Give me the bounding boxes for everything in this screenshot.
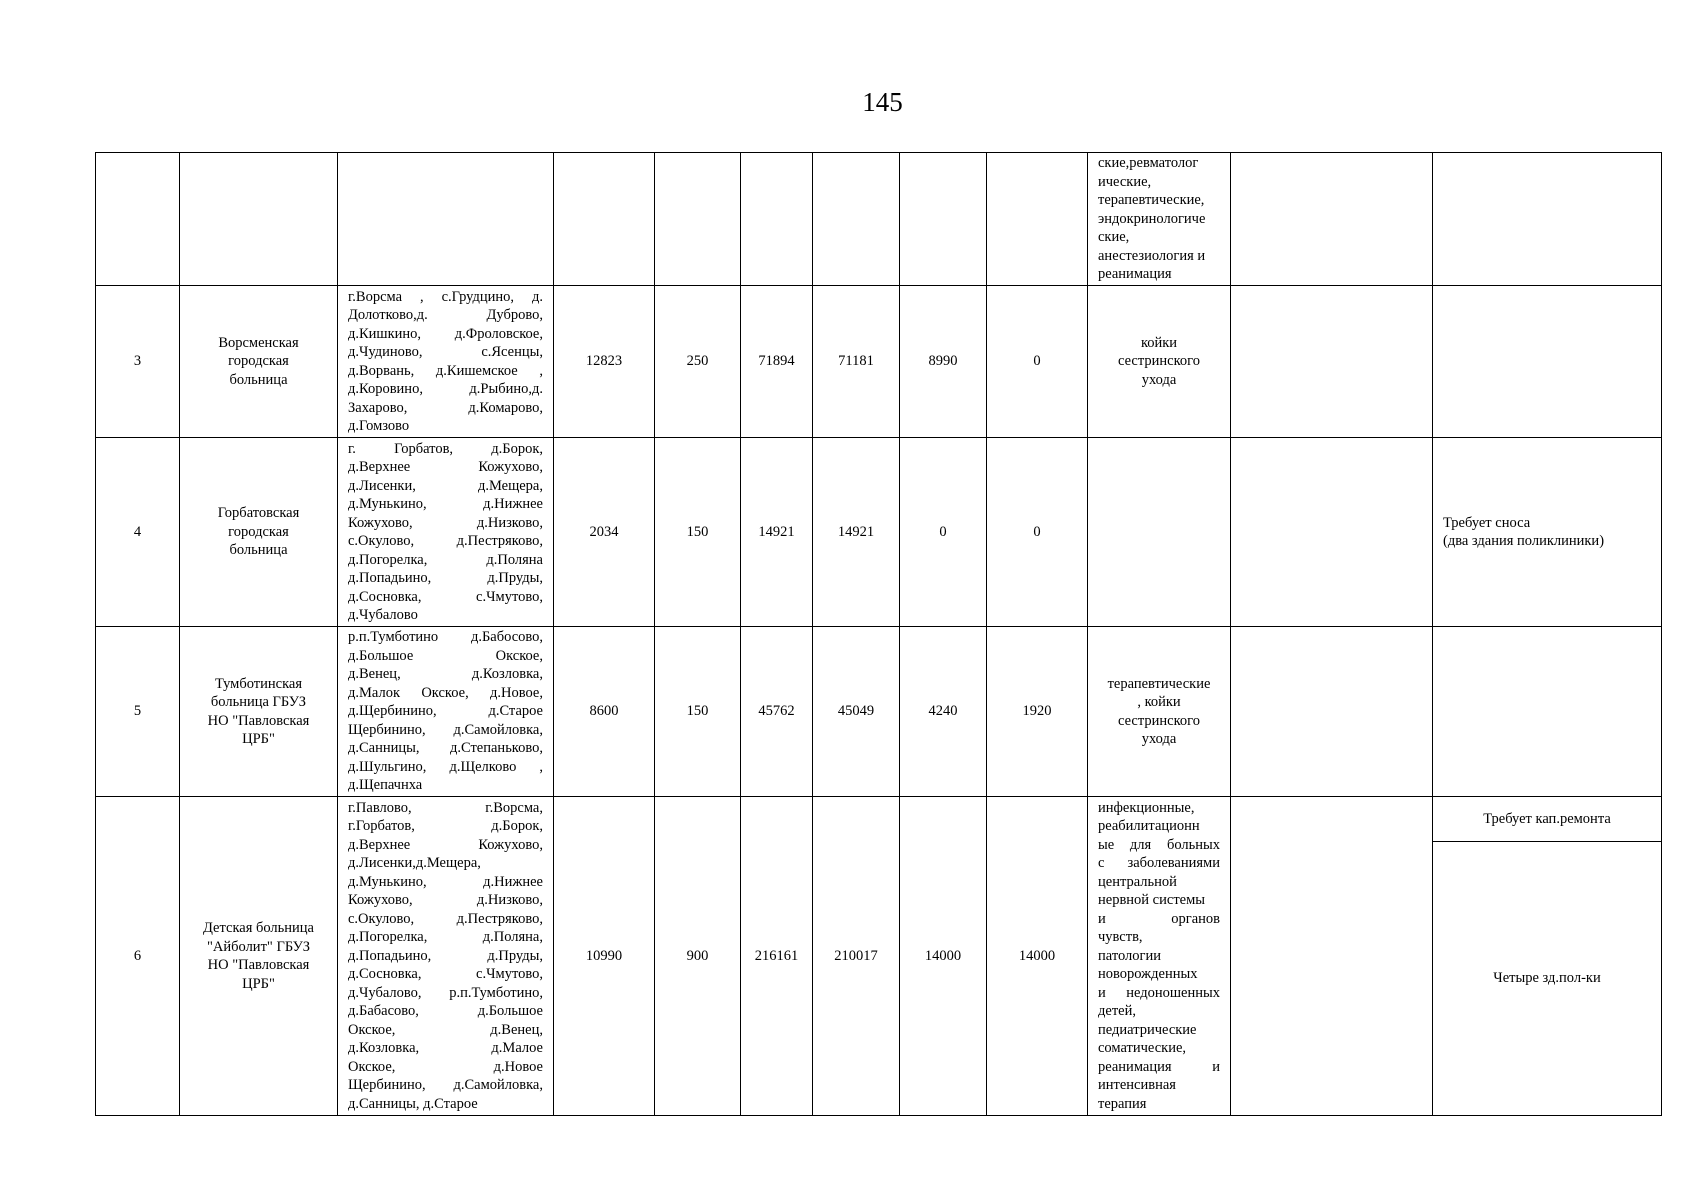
- text-line: чувств,: [1098, 929, 1143, 946]
- v2-cell: [813, 286, 900, 438]
- text-line: ые для больных: [1098, 836, 1220, 853]
- hospital-name-cell: [180, 627, 338, 797]
- cell-value: 0: [1033, 523, 1041, 540]
- demolition-note-cell: [1433, 286, 1662, 438]
- text-line: д.Санницы, д.Старое: [348, 1095, 478, 1112]
- text-line: терапевтические,: [1098, 192, 1205, 209]
- text-line: с.Окулово, д.Пестряково,: [348, 533, 543, 549]
- text-line: городская: [228, 523, 289, 540]
- text-line: Детская больница: [202, 920, 314, 936]
- v2-cell: [813, 797, 900, 1116]
- text-line: новорожденных: [1098, 966, 1198, 983]
- population-cell: [554, 153, 655, 286]
- v1-cell: [741, 153, 813, 286]
- table-row: [96, 286, 1662, 438]
- settlements-cell: [338, 438, 554, 627]
- text-line: д.Попадьино, д.Пруды,: [348, 570, 543, 586]
- table-row: [96, 153, 1662, 286]
- population-cell: [554, 797, 655, 1116]
- text-line: д.Чудиново, с.Ясенцы,: [348, 344, 543, 360]
- v1-cell: [741, 438, 813, 627]
- text-line: сестринского: [1118, 712, 1200, 729]
- cell-value: 5: [133, 703, 142, 720]
- text-line: центральной: [1098, 873, 1177, 890]
- text-line: г.Ворсма , с.Грудцино, д.: [348, 288, 543, 305]
- text-line: инфекционные,: [1098, 799, 1195, 816]
- profile-cell: [1088, 797, 1231, 1116]
- text-line: д.Коровино, д.Рыбино,д.: [348, 381, 543, 397]
- text-line: с заболеваниями: [1098, 855, 1220, 872]
- text-line: с.Окулово, д.Пестряково,: [348, 910, 543, 927]
- text-line: реанимация и: [1098, 1058, 1220, 1075]
- row-number-cell: [96, 153, 180, 286]
- text-line: больница: [229, 371, 288, 388]
- text-line: эндокринологиче: [1098, 210, 1206, 227]
- v2-cell: [813, 627, 900, 797]
- text-line: д.Верхнее Кожухово,: [348, 836, 543, 853]
- text-line: ские,: [1098, 229, 1130, 246]
- cell-value: 900: [686, 947, 709, 964]
- text-line: д.Погорелка, д.Поляна,: [348, 929, 543, 946]
- text-line: д.Щербинино, д.Старое: [348, 703, 543, 720]
- text-line: Щербинино, д.Самойловка,: [348, 1077, 543, 1094]
- text-line: д.Щепачнха: [348, 777, 423, 794]
- note-cell: [1231, 438, 1433, 627]
- capacity-cell: [655, 153, 741, 286]
- capacity-cell: [655, 797, 741, 1116]
- cell-value: 4: [133, 523, 142, 540]
- cell-value: 10990: [585, 947, 623, 964]
- hospital-table: [95, 152, 1662, 1116]
- v4-cell: [987, 438, 1088, 627]
- text-line: (два здания поликлиники): [1443, 533, 1605, 549]
- cell-value: 45762: [758, 703, 795, 720]
- text-line: Ворсменская: [218, 334, 299, 351]
- cell-value: 14000: [1018, 947, 1056, 964]
- text-line: ЦРБ": [242, 731, 275, 747]
- row-number-cell: [96, 286, 180, 438]
- text-line: г.Павлово, г.Ворсма,: [348, 799, 543, 816]
- hospital-name-cell: [180, 153, 338, 286]
- note-cell: [1231, 286, 1433, 438]
- text-line: д.Ворвань, д.Кишемское ,: [348, 362, 543, 379]
- cell-value: 0: [1033, 353, 1041, 370]
- cell-value: 45049: [837, 703, 875, 720]
- text-line: детей,: [1098, 1003, 1136, 1020]
- v4-cell: [987, 153, 1088, 286]
- text-line: терапевтические: [1107, 675, 1211, 692]
- text-line: Горбатовская: [217, 505, 300, 522]
- cell-value: 8600: [589, 703, 619, 720]
- v1-cell: [741, 627, 813, 797]
- text-line: Щербинино, д.Самойловка,: [348, 721, 543, 738]
- v2-cell: [813, 438, 900, 627]
- profile-cell: [1088, 153, 1231, 286]
- hospital-name-cell: [180, 286, 338, 438]
- settlements-cell: [338, 286, 554, 438]
- profile-cell: [1088, 438, 1231, 627]
- population-cell: [554, 286, 655, 438]
- text-line: Окское, д.Венец,: [348, 1021, 543, 1038]
- cell-value: 250: [686, 353, 709, 370]
- text-line: нервной системы: [1098, 892, 1206, 909]
- text-line: анестезиология и: [1098, 247, 1206, 264]
- hospital-name-cell: [180, 797, 338, 1116]
- v3-cell: [900, 286, 987, 438]
- v3-cell: [900, 153, 987, 286]
- v4-cell: [987, 286, 1088, 438]
- cell-value: 3: [133, 353, 142, 370]
- row-number-cell: [96, 797, 180, 1116]
- profile-cell: [1088, 627, 1231, 797]
- cell-value: 1920: [1022, 703, 1052, 720]
- text-line: ухода: [1141, 731, 1177, 747]
- text-line: д.Гомзово: [348, 418, 410, 434]
- text-line: д.Сосновка, с.Чмутово,: [348, 588, 543, 605]
- text-line: НО "Павловская: [207, 712, 310, 729]
- cell-value: 216161: [754, 947, 799, 964]
- text-line: д.Чубалово, р.п.Тумботино,: [348, 984, 543, 1001]
- text-line: Кожухово, д.Низково,: [348, 892, 543, 909]
- text-line: Тумботинская: [214, 675, 303, 692]
- table-row: [96, 627, 1662, 797]
- text-line: терапия: [1098, 1095, 1147, 1112]
- v1-cell: [741, 797, 813, 1116]
- demolition-note-cell: [1433, 153, 1662, 286]
- settlements-cell: [338, 153, 554, 286]
- page-number: 145: [862, 87, 903, 117]
- text-line: "Айболит" ГБУЗ: [206, 938, 310, 955]
- text-line: больница ГБУЗ: [210, 694, 307, 710]
- text-line: ухода: [1141, 371, 1177, 388]
- text-line: д.Чубалово: [348, 607, 418, 623]
- cell-value: 4240: [928, 703, 958, 720]
- settlements-cell: [338, 627, 554, 797]
- table-row: [96, 438, 1662, 627]
- text-line: д.Венец, д.Козловка,: [348, 666, 543, 683]
- text-line: д.Санницы, д.Степаньково,: [348, 740, 543, 757]
- cell-value: 210017: [834, 947, 878, 964]
- text-line: Долотково,д. Дуброво,: [348, 307, 543, 323]
- text-line: патологии: [1098, 947, 1161, 964]
- text-line: д.Шульгино, д.Щелково ,: [348, 758, 543, 775]
- cell-value: 150: [686, 703, 709, 720]
- cell-value: 14921: [837, 523, 875, 540]
- text-line: и органов: [1098, 910, 1220, 927]
- text-line: НО "Павловская: [207, 957, 310, 973]
- text-line: д.Лисенки, д.Мещера,: [348, 477, 543, 494]
- repair-note-cell: [1433, 797, 1662, 842]
- text-line: педиатрические: [1098, 1021, 1197, 1038]
- text-line: д.Бабасово, д.Большое: [348, 1003, 543, 1020]
- text-line: Требует сноса: [1443, 514, 1531, 531]
- cell-value: Требует кап.ремонта: [1483, 810, 1611, 827]
- text-line: р.п.Тумботино д.Бабосово,: [348, 629, 543, 646]
- text-line: д.Большое Окское,: [348, 647, 543, 664]
- text-line: Захарово, д.Комарово,: [348, 399, 543, 416]
- text-line: интенсивная: [1098, 1077, 1176, 1094]
- cell-value: 0: [939, 523, 947, 540]
- v1-cell: [741, 286, 813, 438]
- text-line: д.Козловка, д.Малое: [348, 1040, 543, 1057]
- demolition-note-cell: [1433, 438, 1662, 627]
- hospital-name-cell: [180, 438, 338, 627]
- table-row: [96, 797, 1662, 842]
- text-line: Окское, д.Новое: [348, 1058, 543, 1075]
- text-line: д.Попадьино, д.Пруды,: [348, 947, 543, 964]
- buildings-note-cell: [1433, 842, 1662, 1116]
- text-line: больница: [229, 542, 288, 559]
- text-line: д.Верхнее Кожухово,: [348, 459, 543, 475]
- text-line: ические,: [1098, 173, 1152, 190]
- text-line: г.Горбатов, д.Борок,: [348, 818, 543, 835]
- text-line: д.Мунькино, д.Нижнее: [348, 873, 543, 890]
- text-line: реанимация: [1098, 266, 1172, 283]
- text-line: городская: [228, 353, 289, 370]
- text-line: и недоношенных: [1098, 984, 1220, 1001]
- cell-value: 14000: [924, 947, 962, 964]
- capacity-cell: [655, 627, 741, 797]
- text-line: реабилитационн: [1098, 818, 1200, 835]
- text-line: д.Лисенки,д.Мещера,: [348, 855, 481, 872]
- row-number-cell: [96, 438, 180, 627]
- text-line: д.Сосновка, с.Чмутово,: [348, 966, 543, 983]
- text-line: д.Мунькино, д.Нижнее: [348, 496, 543, 512]
- cell-value: 150: [686, 523, 709, 540]
- cell-value: 14921: [758, 523, 795, 540]
- v3-cell: [900, 797, 987, 1116]
- note-cell: [1231, 797, 1433, 1116]
- cell-value: 71894: [758, 353, 795, 370]
- settlements-cell: [338, 797, 554, 1116]
- cell-value: 71181: [838, 353, 874, 370]
- text-line: сестринского: [1118, 353, 1200, 370]
- population-cell: [554, 627, 655, 797]
- v3-cell: [900, 627, 987, 797]
- text-line: соматические,: [1098, 1040, 1187, 1057]
- cell-value: Четыре зд.пол-ки: [1493, 970, 1601, 987]
- capacity-cell: [655, 286, 741, 438]
- text-line: г. Горбатов, д.Борок,: [348, 440, 543, 457]
- note-cell: [1231, 153, 1433, 286]
- text-line: д.Малок Окское, д.Новое,: [348, 684, 543, 701]
- text-line: койки: [1140, 334, 1178, 351]
- text-line: Кожухово, д.Низково,: [348, 514, 543, 531]
- v3-cell: [900, 438, 987, 627]
- demolition-note-cell: [1433, 627, 1662, 797]
- population-cell: [554, 438, 655, 627]
- v4-cell: [987, 627, 1088, 797]
- text-line: , койки: [1137, 694, 1181, 710]
- cell-value: 6: [133, 947, 142, 964]
- text-line: ские,ревматолог: [1098, 155, 1199, 172]
- v4-cell: [987, 797, 1088, 1116]
- text-line: д.Погорелка, д.Поляна: [348, 551, 543, 568]
- text-line: д.Кишкино, д.Фроловское,: [348, 325, 543, 342]
- cell-value: 2034: [589, 523, 619, 540]
- cell-value: 8990: [928, 353, 958, 370]
- note-cell: [1231, 627, 1433, 797]
- capacity-cell: [655, 438, 741, 627]
- v2-cell: [813, 153, 900, 286]
- text-line: ЦРБ": [242, 975, 275, 992]
- cell-value: 12823: [585, 353, 623, 370]
- row-number-cell: [96, 627, 180, 797]
- profile-cell: [1088, 286, 1231, 438]
